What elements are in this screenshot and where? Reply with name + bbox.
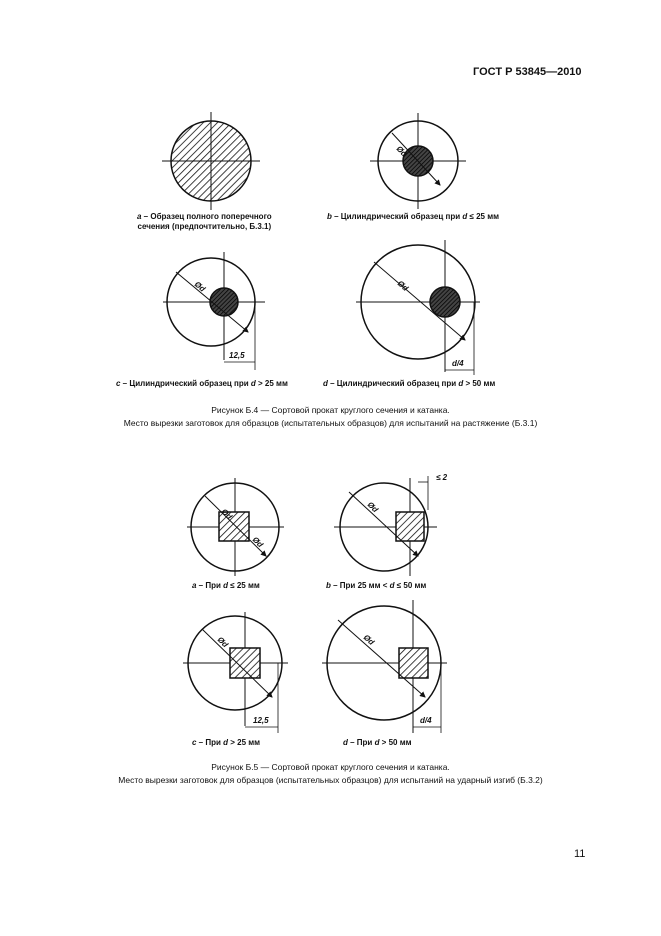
fig-b5-a-caption: a – При d ≤ 25 мм [192,581,260,590]
fig-b5-subtitle: Место вырезки заготовок для образцов (испытательных образцов) для испытаний на ударный изгиб (Б.3.2) [118,775,543,785]
diameter-label: Ød [219,507,234,522]
fig-b4-d-drawing [356,240,480,375]
fig-b5-title: Рисунок Б.5 — Сортовой прокат круглого сечения и катанка. [211,762,450,772]
fig-b5-a-drawing [187,478,284,576]
fig-b5-d-drawing [322,600,447,733]
fig-b4-d-caption: d – Цилиндрический образец при d > 50 мм [323,379,496,388]
fig-b4-subtitle: Место вырезки заготовок для образцов (испытательных образцов) для испытаний на растяжение (Б.3.1) [123,418,538,428]
dimension-d4: d/4 [452,359,464,368]
dimension-12-5: 12,5 [229,351,245,360]
fig-b4-c-drawing [163,252,265,370]
diameter-label: Ød [215,635,230,650]
diameter-label: Ød [361,632,376,647]
fig-b4-b-caption: b – Цилиндрический образец при d ≤ 25 мм [327,212,500,221]
diameter-label: Ød [250,535,265,550]
fig-b5-c-caption: c – При d > 25 мм [192,738,261,747]
panel-letter: a [137,212,142,221]
dimension-d4: d/4 [420,716,432,725]
diameter-label: Ød [394,144,409,159]
standard-header: ГОСТ Р 53845—2010 [473,66,582,78]
diameter-label: Ød [192,279,208,294]
page-number: 11 [574,848,586,860]
fig-b4-a-drawing [162,112,260,210]
fig-b5-b-caption: b – При 25 мм < d ≤ 50 мм [326,581,427,590]
fig-b4-c-caption: c – Цилиндрический образец при d > 25 мм [116,379,288,388]
dimension-le-2: ≤ 2 [436,473,448,482]
fig-b5-d-caption: d – При d > 50 мм [343,738,412,747]
fig-b4-a-caption: a – Образец полного поперечного сечения (предпочтительно, Б.3.1) [137,212,272,231]
dimension-12-5: 12,5 [253,716,269,725]
fig-b5-c-drawing [183,612,288,733]
fig-b4-b-drawing [370,113,466,209]
diameter-label: Ød [365,500,380,515]
fig-b4-title: Рисунок Б.4 — Сортовой прокат круглого сечения и катанка. [211,405,450,415]
diameter-label: Ød [395,278,410,293]
fig-b5-b-drawing [334,473,448,576]
